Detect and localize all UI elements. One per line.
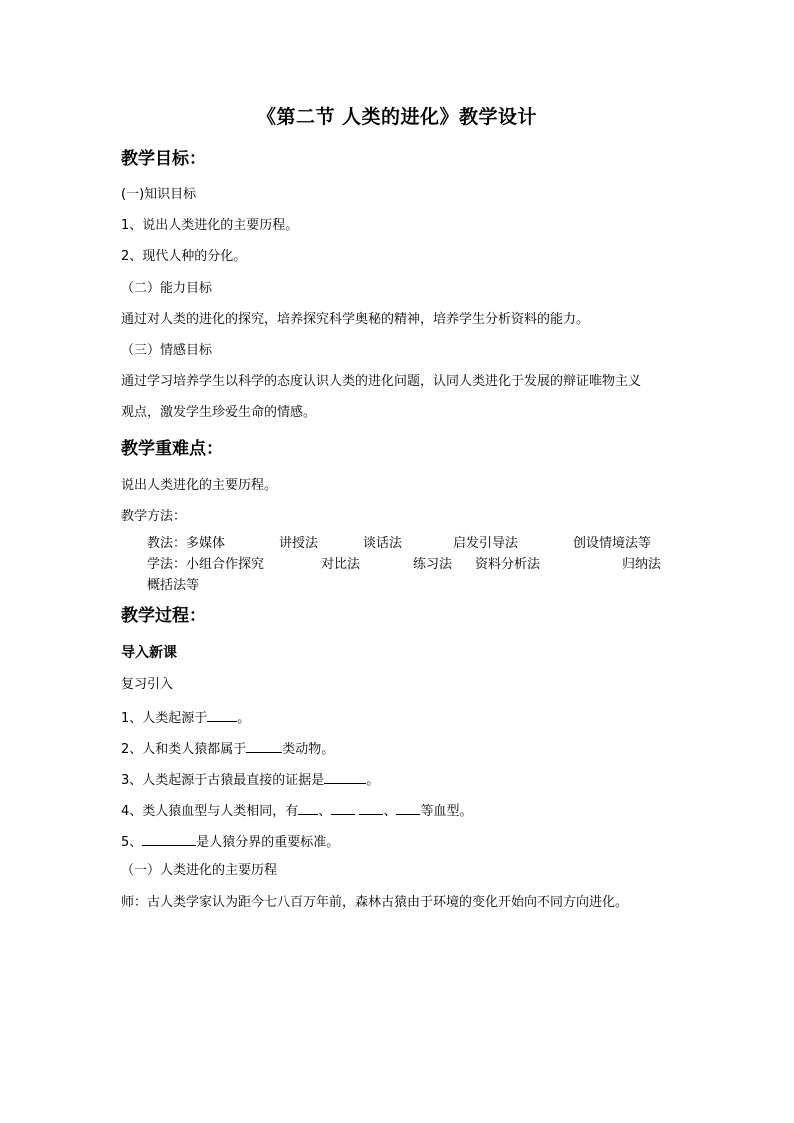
learn-method-item: 资料分析法 bbox=[475, 557, 541, 572]
emotion-goal-text-line2: 观点，激发学生珍爱生命的情感。 bbox=[121, 405, 317, 420]
section-1-heading: （一）人类进化的主要历程 bbox=[121, 863, 278, 878]
answer-blank bbox=[396, 802, 420, 815]
teaching-process-heading: 教学过程： bbox=[121, 606, 206, 626]
ability-goal-heading: （二）能力目标 bbox=[121, 281, 213, 296]
review-question-4 bbox=[121, 802, 472, 819]
review-question-3 bbox=[121, 771, 379, 788]
teach-method-item: 谈话法 bbox=[363, 536, 403, 551]
teach-method-item: 启发引导法 bbox=[453, 536, 519, 551]
question-text: 类动物。 bbox=[282, 742, 335, 757]
key-points-text: 说出人类进化的主要历程。 bbox=[121, 478, 278, 493]
teach-method-item: 教法：多媒体 bbox=[147, 536, 226, 551]
answer-blank bbox=[324, 771, 366, 784]
emotion-goal-heading: （三）情感目标 bbox=[121, 343, 213, 358]
answer-blank bbox=[359, 802, 383, 815]
answer-blank bbox=[142, 833, 196, 846]
question-text: 2、人和类人猿都属于 bbox=[121, 742, 247, 757]
intro-heading: 导入新课 bbox=[121, 645, 177, 661]
document-title: 《第二节 人类的进化》教学设计 bbox=[256, 106, 538, 128]
ability-goal-text: 通过对人类的进化的探究，培养探究科学奥秘的精神，培养学生分析资料的能力。 bbox=[121, 312, 590, 327]
knowledge-item-2: 2、现代人种的分化。 bbox=[121, 249, 247, 264]
review-question-1 bbox=[121, 709, 250, 726]
review-question-5 bbox=[121, 833, 339, 850]
question-text: 4、类人猿血型与人类相同，有 bbox=[121, 804, 299, 819]
learn-method-item: 练习法 bbox=[413, 557, 453, 572]
teacher-statement: 师：古人类学家认为距今七八百万年前，森林古猿由于环境的变化开始向不同方向进化。 bbox=[121, 895, 629, 910]
learn-method-item: 学法：小组合作探究 bbox=[147, 557, 265, 572]
learn-methods-tail: 概括法等 bbox=[147, 578, 200, 593]
question-text: 等血型。 bbox=[420, 804, 473, 819]
question-text: 、 bbox=[318, 804, 332, 819]
learn-method-item: 归纳法 bbox=[622, 557, 662, 572]
teaching-goals-heading: 教学目标： bbox=[121, 149, 206, 169]
question-text: 是人猿分界的重要标准。 bbox=[196, 835, 340, 850]
answer-blank bbox=[246, 740, 282, 753]
question-text: 5、 bbox=[121, 835, 143, 850]
knowledge-goal-heading: (一)知识目标 bbox=[121, 187, 197, 202]
review-label: 复习引入 bbox=[121, 677, 174, 692]
question-text: 1、人类起源于 bbox=[121, 711, 208, 726]
review-question-2 bbox=[121, 740, 334, 757]
teach-method-item: 讲授法 bbox=[279, 536, 319, 551]
answer-blank bbox=[207, 709, 237, 722]
teaching-methods-label: 教学方法： bbox=[121, 509, 187, 524]
question-text: 3、人类起源于古猿最直接的证据是 bbox=[121, 773, 325, 788]
teach-method-item: 创设情境法等 bbox=[573, 536, 652, 551]
question-text: 。 bbox=[237, 711, 251, 726]
answer-blank bbox=[331, 802, 355, 815]
learn-method-item: 对比法 bbox=[321, 557, 361, 572]
emotion-goal-text-line1: 通过学习培养学生以科学的态度认识人类的进化问题，认同人类进化于发展的辩证唯物主义 bbox=[121, 374, 642, 389]
key-points-heading: 教学重难点： bbox=[121, 439, 223, 459]
question-text: 、 bbox=[383, 804, 397, 819]
knowledge-item-1: 1、说出人类进化的主要历程。 bbox=[121, 218, 299, 233]
answer-blank bbox=[298, 802, 318, 815]
question-text: 。 bbox=[366, 773, 380, 788]
